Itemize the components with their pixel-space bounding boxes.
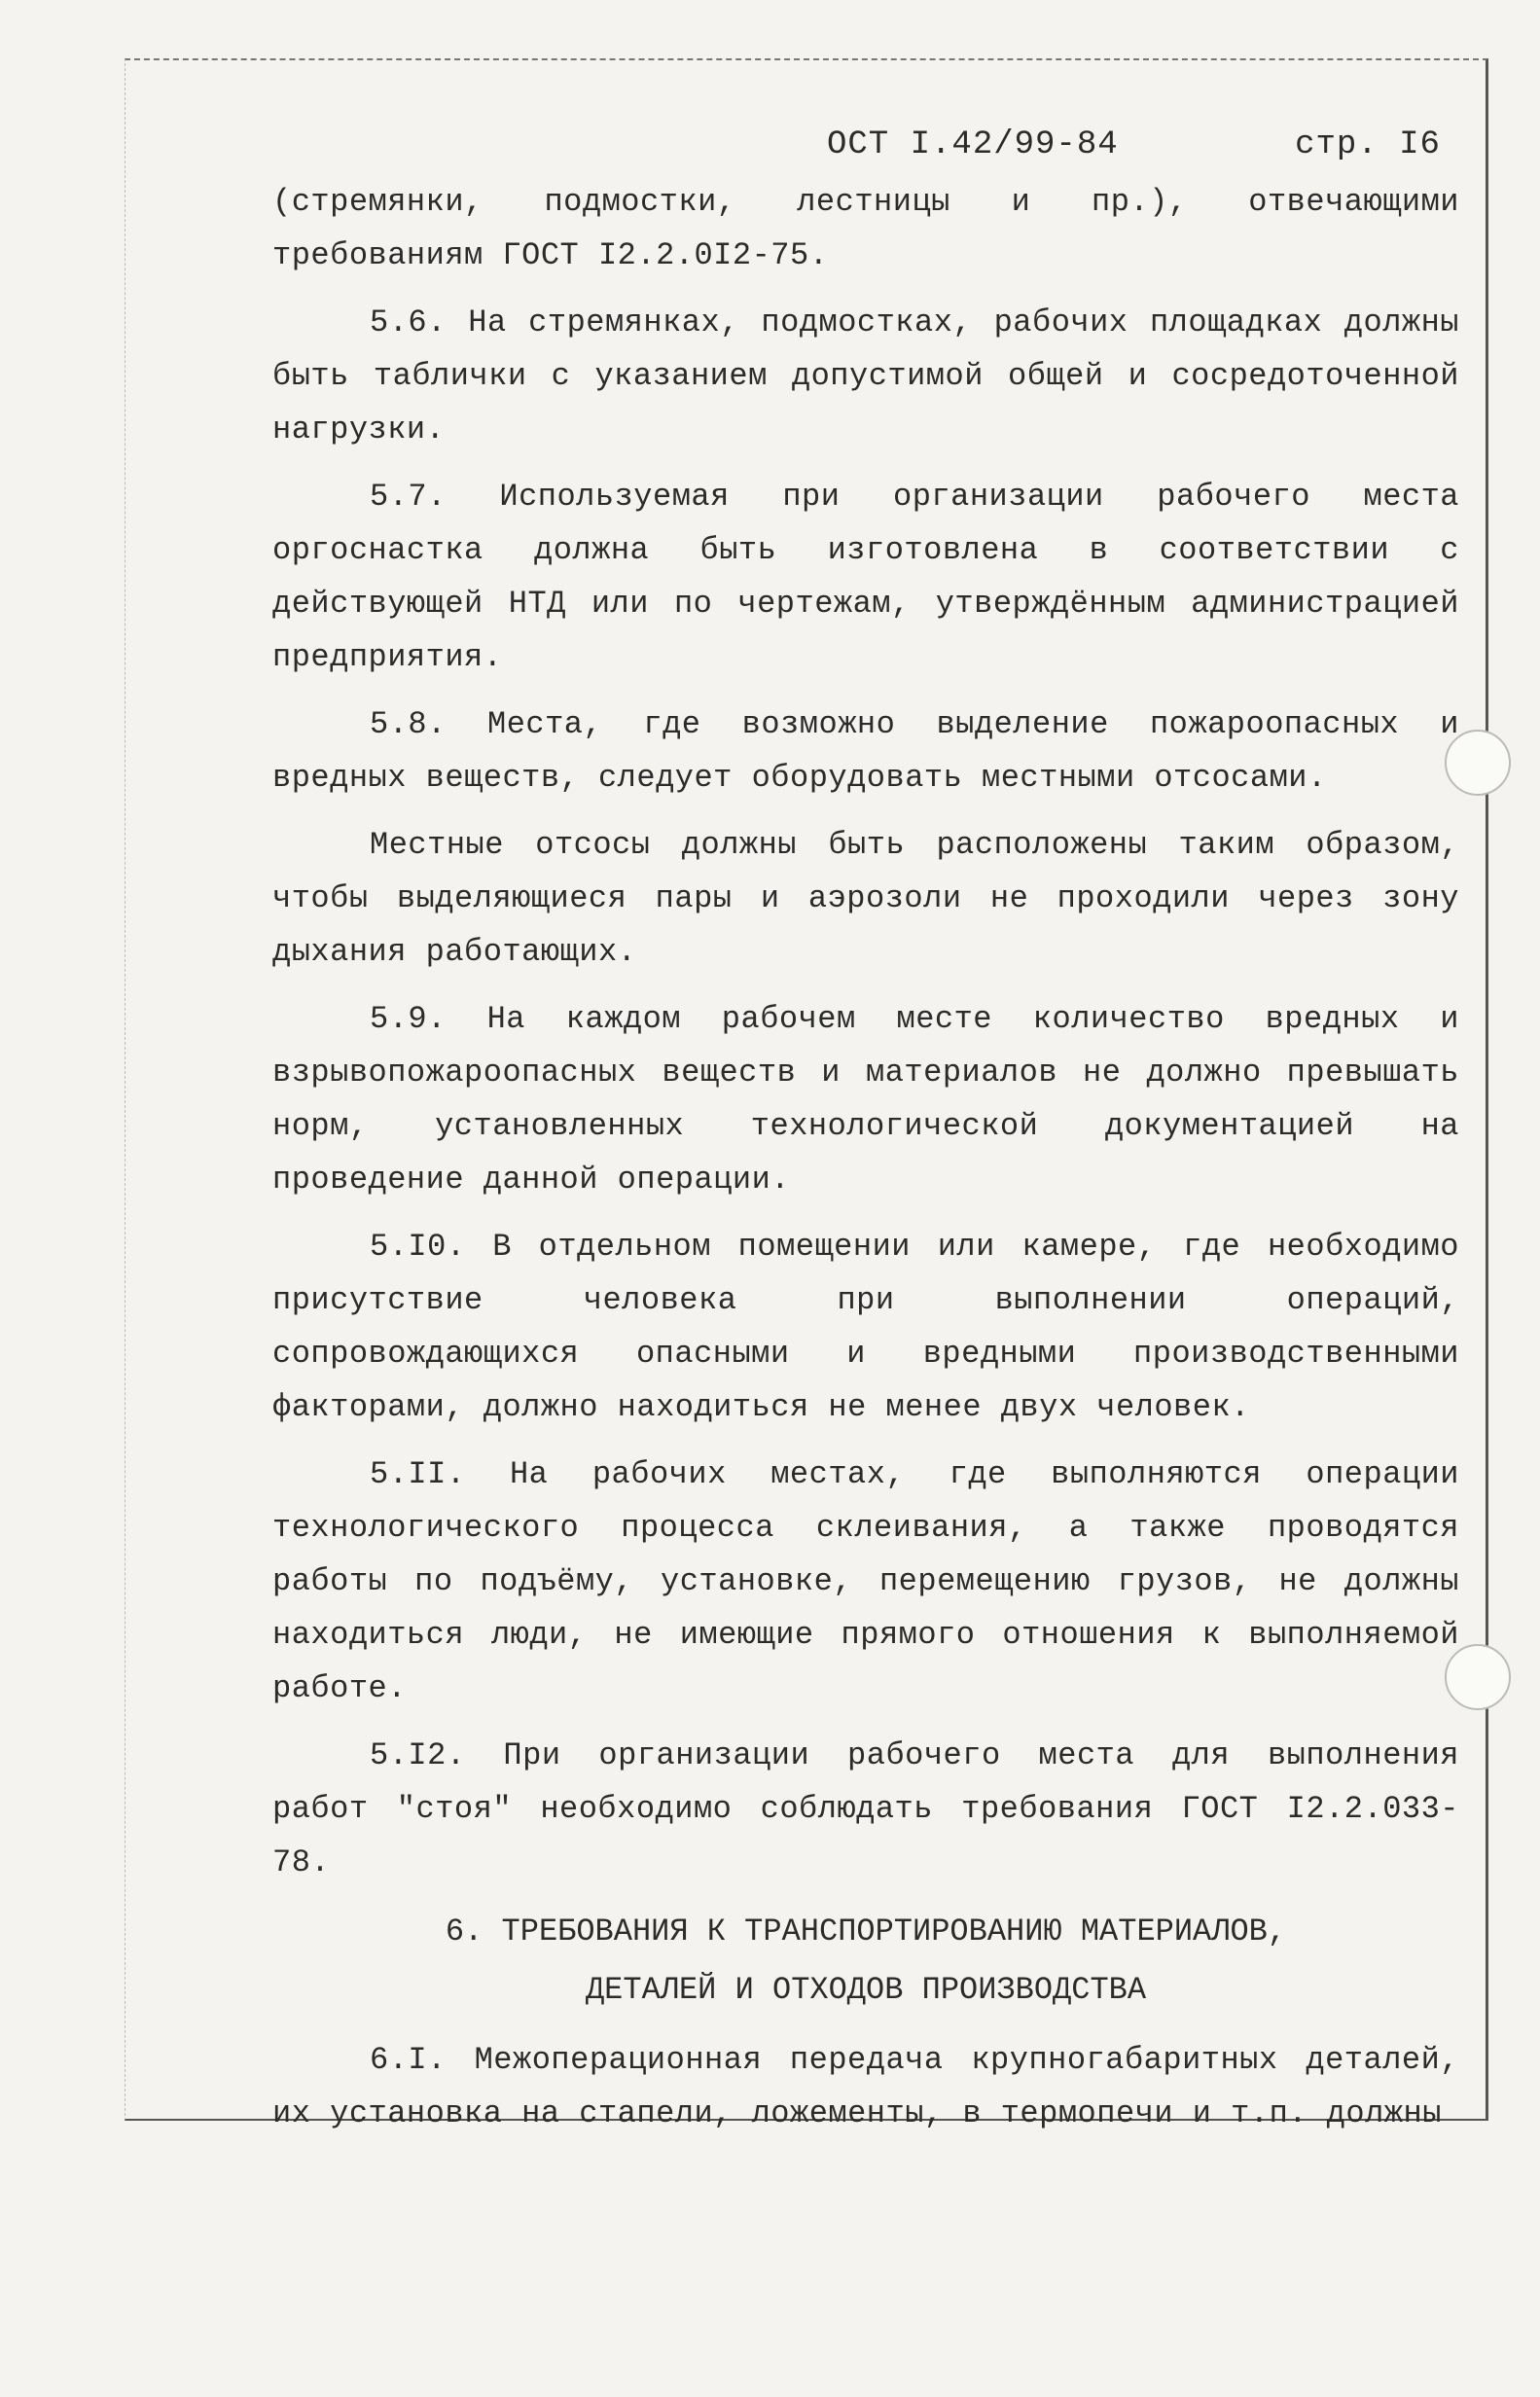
paragraph-5-7: 5.7. Используемая при организации рабочего места оргоснастка должна быть изготовлена в соответствии с действующей НТД или по чертежам, утверждённым администрацией предприятия.: [272, 479, 1459, 675]
paragraph-5-8: 5.8. Места, где возможно выделение пожароопасных и вредных веществ, следует оборудовать местными отсосами.: [272, 706, 1459, 796]
paragraph-5-8-local-exhaust: Местные отсосы должны быть расположены таким образом, чтобы выделяющиеся пары и аэрозоли не проходили через зону дыхания работающих.: [272, 827, 1459, 970]
section-6-title-line-1: 6. ТРЕБОВАНИЯ К ТРАНСПОРТИРОВАНИЮ МАТЕРИАЛОВ,: [445, 1914, 1287, 1950]
section-6-title: [272, 1903, 1459, 2020]
page-number: стр. I6: [1295, 126, 1441, 163]
document-code: ОСТ I.42/99-84: [827, 126, 1119, 163]
paragraph-5-6: 5.6. На стремянках, подмостках, рабочих площадках должны быть таблички с указанием допустимой общей и сосредоточенной нагрузки.: [272, 304, 1459, 447]
paragraph-5-11: 5.II. На рабочих местах, где выполняются операции технологического процесса склеивания, а также проводятся работы по подъёму, установке, перемещению грузов, не должны находиться люди, не имеющие прямого отношения к выполняемой работе.: [272, 1456, 1459, 1706]
paragraph-5-12: 5.I2. При организации рабочего места для выполнения работ "стоя" необходимо соблюдать требования ГОСТ I2.2.033-78.: [272, 1737, 1459, 1880]
paragraph-5-9: 5.9. На каждом рабочем месте количество вредных и взрывопожароопасных веществ и материалов не должно превышать норм, установленных технологической документацией на проведение данной операции.: [272, 1001, 1459, 1198]
paragraph-continuation: (стремянки, подмостки, лестницы и пр.), отвечающими требованиям ГОСТ I2.2.0I2-75.: [272, 184, 1459, 273]
section-6-title-line-2: ДЕТАЛЕЙ И ОТХОДОВ ПРОИЗВОДСТВА: [585, 1972, 1147, 2008]
page-header: [827, 126, 1441, 163]
paragraph-6-1: 6.I. Межоперационная передача крупногабаритных деталей, их установка на стапели, ложементы, в термопечи и т.п. должны: [272, 2042, 1459, 2131]
paragraph-5-10: 5.I0. В отдельном помещении или камере, где необходимо присутствие человека при выполнении операций, сопровождающихся опасными и вредными производственными факторами, должно находиться не менее двух человек.: [272, 1229, 1459, 1425]
document-body: [272, 175, 1459, 2154]
